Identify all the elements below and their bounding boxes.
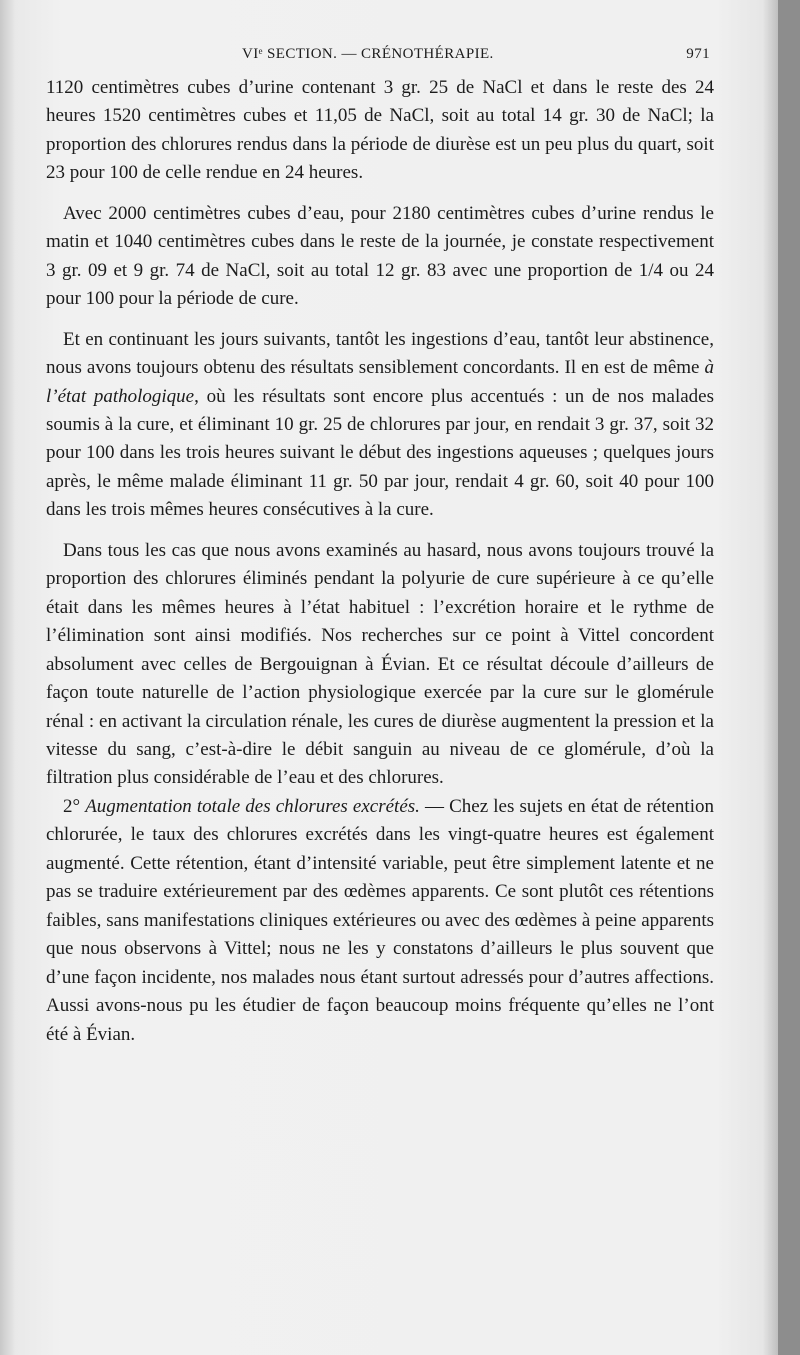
paragraph-text: Et en continuant les jours suivants, tantôt les ingestions d’eau, tantôt leur abstinence, nous avons toujours obtenu des résultats sensiblement concordants. Il en est de même	[46, 328, 714, 379]
paragraph-text: — Chez les sujets en état de rétention chlorurée, le taux des chlorures excrétés dans les vingt-quatre heures est également augmenté. Cette rétention, étant d’intensité variable, peut être simplement latente et ne pas se traduire extérieurement par des œdèmes apparents. Ce sont plutôt ces rétentions faibles, sans manifestations cliniques extérieures ou avec des œdèmes à peine apparents que nous observons à Vittel; nous ne les y constatons d’ailleurs le plus souvent que d’une façon incidente, nos malades nous étant surtout adressés pour d’autres affections. Aussi avons-nous pu les étudier de façon beaucoup moins fréquente qu’elles ne l’ont été à Évian.	[46, 795, 714, 1045]
paragraph-text: 2°	[63, 795, 86, 817]
paragraph-random-cases: Dans tous les cas que nous avons examinés au hasard, nous avons toujours trouvé la proportion des chlorures éliminés pendant la polyurie de cure supérieure à ce qu’elle était dans les mêmes heures à l’état habituel : l’excrétion horaire et le rythme de l’élimination sont ainsi modifiés. Nos recherches sur ce point à Vittel concordent absolument avec celles de Bergouignan à Évian. Et ce résultat découle d’ailleurs de façon toute naturelle de l’action physiologique exercée par la cure sur le glomérule rénal : en activant la circulation rénale, les cures de diurèse augmentent la pression et la vitesse du sang, c’est-à-dire le débit sanguin au niveau de ce glomérule, d’où la filtration plus considérable de l’eau et des chlorures.	[46, 539, 714, 789]
body-text	[46, 74, 714, 1049]
italic-phrase: à l’état pathologique	[46, 357, 714, 407]
running-title: VIᵉ SECTION. — CRÉNOTHÉRAPIE.	[242, 46, 494, 62]
page-header	[46, 46, 710, 70]
paragraph-pathological-state	[46, 326, 714, 525]
paragraph-2000cc-water: Avec 2000 centimètres cubes d’eau, pour 2180 centimètres cubes d’urine rendus le matin et 1040 centimètres cubes dans le reste de la journée, je constate respectivement 3 gr. 09 et 9 gr. 74 de NaCl, soit au total 12 gr. 83 avec une proportion de 1/4 ou 24 pour 100 pour la période de cure.	[46, 202, 714, 310]
section-heading-italic: Augmentation totale des chlorures excrétés.	[85, 795, 420, 817]
paragraph-text: , où les résultats sont encore plus accentués : un de nos malades soumis à la cure, et éliminant 10 gr. 25 de chlorures par jour, en rendait 3 gr. 37, soit 32 pour 100 dans les trois heures suivant le début des ingestions aqueuses ; quelques jours après, le même malade éliminant 11 gr. 50 par jour, rendait 4 gr. 60, soit 40 pour 100 dans les trois mêmes heures consécutives à la cure.	[46, 385, 714, 521]
paragraph-total-increase	[46, 793, 714, 1049]
page-number: 971	[686, 46, 710, 62]
paragraph-chlorides-24h: 1120 centimètres cubes d’urine contenant 3 gr. 25 de NaCl et dans le reste des 24 heures 1520 centimètres cubes et 11,05 de NaCl, soit au total 14 gr. 30 de NaCl; la proportion des chlorures rendus dans la période de diurèse est un peu plus du quart, soit 23 pour 100 de celle rendue en 24 heures.	[46, 77, 714, 184]
